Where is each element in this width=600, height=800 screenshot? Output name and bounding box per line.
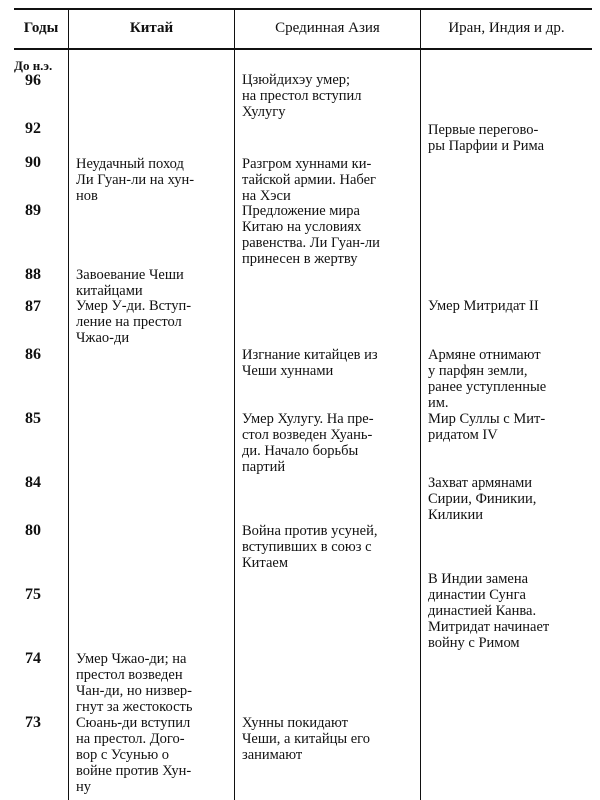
header-years: Годы	[23, 20, 59, 36]
china-cell: Умер Чжао-ди; на престол возведен Чан-ди, но низвер- гнут за жестокость	[76, 651, 193, 715]
header-central-asia: Срединная Азия	[275, 20, 380, 36]
era-label: До н.э.	[14, 58, 53, 73]
china-cell: Умер У-ди. Вступ- ление на престол Чжао-ди	[76, 298, 192, 346]
year-cell: 88	[25, 266, 41, 283]
year-cell: 87	[25, 298, 41, 315]
asia-cell: Хунны покидают Чеши, а китайцы его занимают	[242, 715, 371, 763]
year-cell: 85	[25, 410, 41, 427]
iran-cell: Мир Суллы с Мит- ридатом IV	[428, 411, 546, 443]
iran-cell: Первые перегово- ры Парфии и Рима	[428, 122, 545, 154]
iran-cell: Армяне отнимают у парфян земли, ранее уступленные им.	[428, 347, 547, 411]
asia-cell: Изгнание китайцев из Чеши хуннами	[242, 347, 378, 379]
iran-cell: Захват армянами Сирии, Финикии, Киликии	[428, 475, 537, 523]
year-cell: 89	[25, 202, 41, 219]
china-cell: Завоевание Чеши китайцами	[76, 267, 184, 299]
china-cell: Неудачный поход Ли Гуан-ли на хун- нов	[76, 156, 195, 204]
iran-cell: Умер Митридат II	[428, 298, 539, 314]
year-cell: 84	[25, 474, 41, 491]
column-divider-1	[68, 8, 69, 800]
year-cell: 74	[25, 650, 41, 667]
year-cell: 75	[25, 586, 41, 603]
year-cell: 86	[25, 346, 41, 363]
asia-cell: Предложение мира Китаю на условиях равенства. Ли Гуан-ли принесен в жертву	[242, 203, 380, 267]
year-cell: 92	[25, 120, 41, 137]
iran-cell: В Индии замена династии Сунга династией Канва. Митридат начинает войну с Римом	[428, 571, 550, 651]
column-divider-2	[234, 8, 235, 800]
asia-cell: Война против усуней, вступивших в союз с Китаем	[242, 523, 378, 571]
header-bottom-rule	[14, 48, 592, 50]
asia-cell: Умер Хулугу. На пре- стол возведен Хуань- ди. Начало борьбы партий	[242, 411, 374, 475]
year-cell: 96	[25, 72, 41, 89]
table-top-rule	[14, 8, 592, 10]
asia-cell: Цзюйдихэу умер; на престол вступил Хулугу	[242, 72, 362, 120]
asia-cell: Разгром хуннами ки- тайской армии. Набег на Хэси	[242, 156, 376, 204]
header-china: Китай	[129, 20, 174, 36]
china-cell: Сюань-ди вступил на престол. Дого- вор с Усунью о войне против Хун- ну	[76, 715, 192, 795]
year-cell: 90	[25, 154, 41, 171]
column-divider-3	[420, 8, 421, 800]
year-cell: 73	[25, 714, 41, 731]
year-cell: 80	[25, 522, 41, 539]
header-iran-india: Иран, Индия и др.	[448, 20, 565, 36]
